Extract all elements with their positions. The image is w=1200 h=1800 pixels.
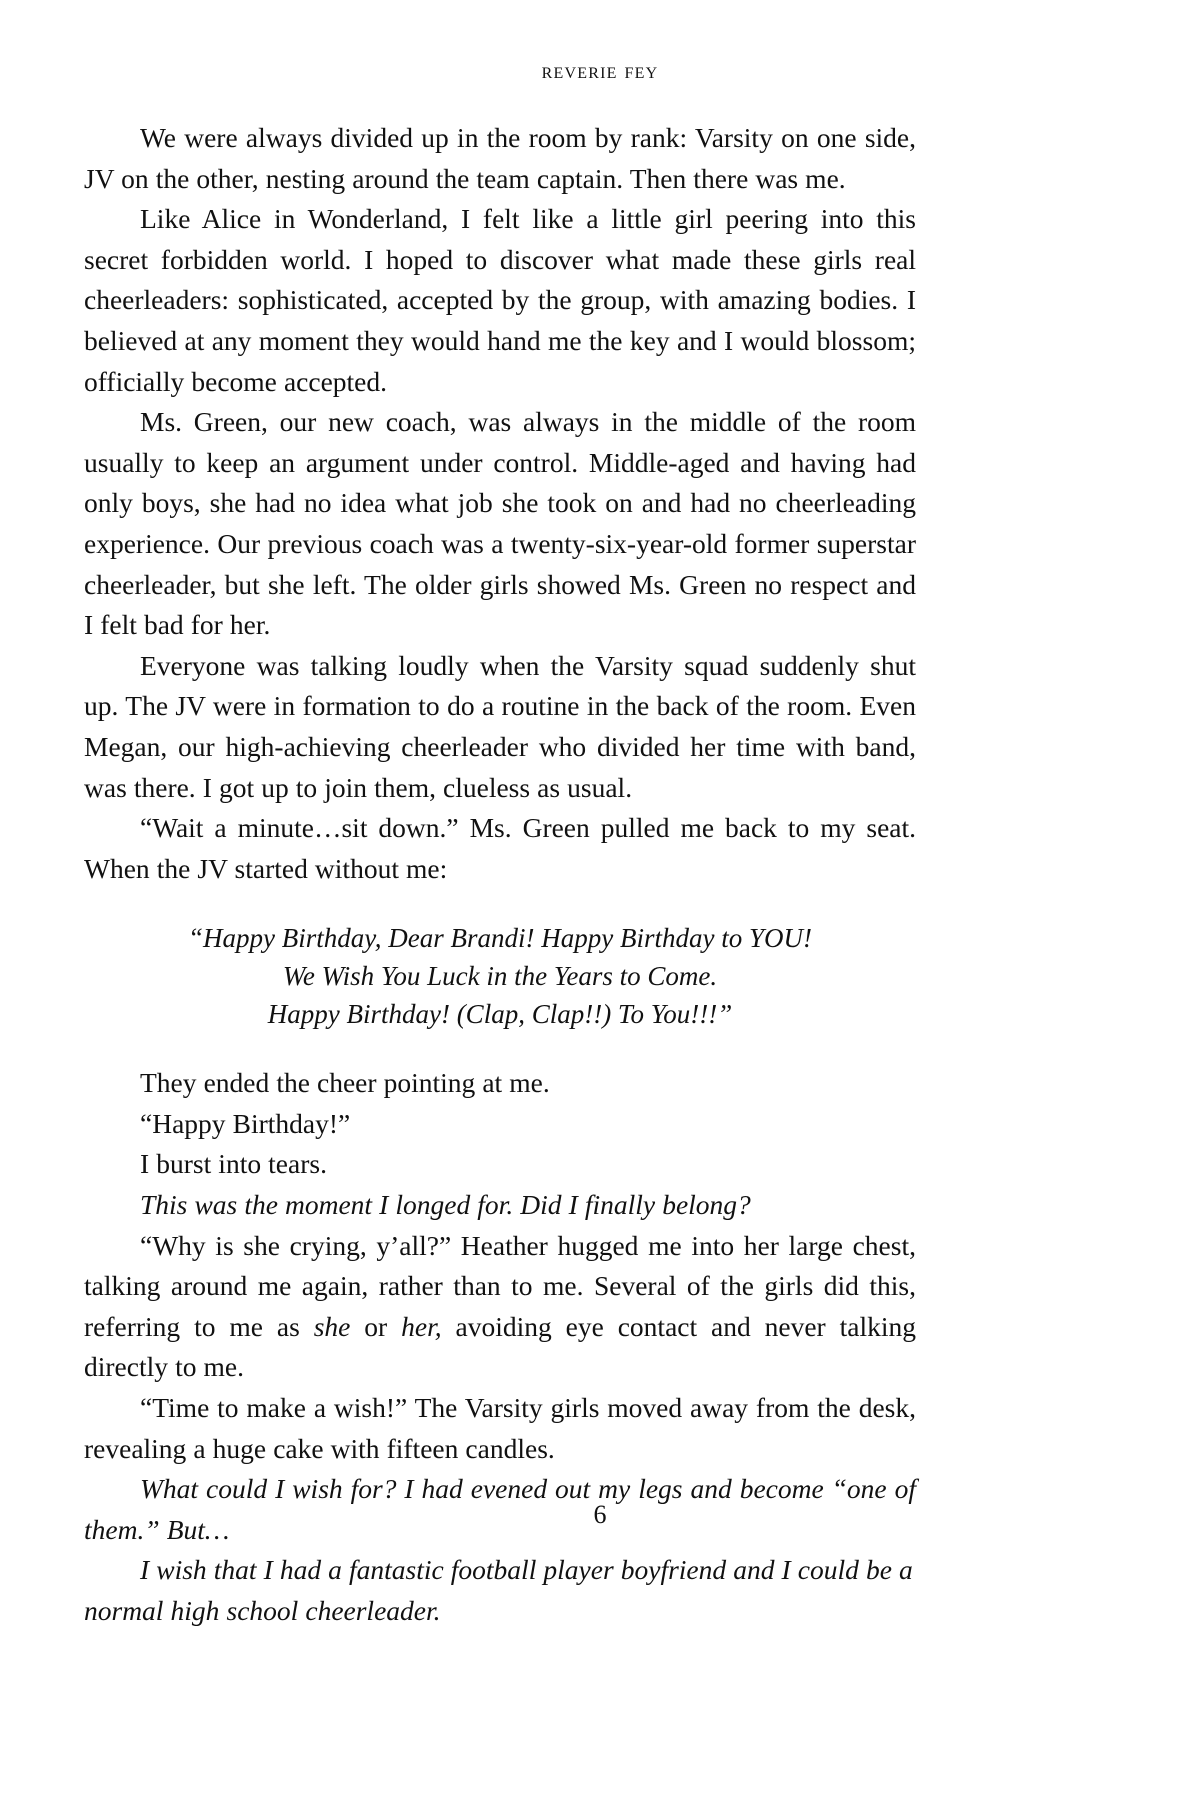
paragraph-10-italic-her: her,: [401, 1310, 442, 1342]
paragraph-3: Ms. Green, our new coach, was always in the middle of the room usually to keep an argument under control. Middle-aged and having had only boys, she had no idea what job she took on and had no cheerleading experience. Our previous coach was a twenty-six-year-old former superstar cheerleader, but she left. The older girls showed Ms. Green no respect and I felt bad for her.: [84, 406, 916, 641]
paragraph-2: Like Alice in Wonderland, I felt like a little girl peering into this secret forbidden world. I hoped to discover what made these girls real cheerleaders: sophisticated, accepted by the group, with amazing bodies. I believed at any moment they would hand me the key and I would blossom; officially become accepted.: [84, 203, 916, 397]
paragraph-1: We were always divided up in the room by rank: Varsity on one side, JV on the other, nesting around the team captain. Then there was me.: [84, 122, 916, 194]
verse-line-1: “Happy Birthday, Dear Brandi! Happy Birthday to YOU!: [188, 923, 812, 954]
paragraph-8: I burst into tears.: [140, 1148, 327, 1180]
body-text-block: [84, 118, 916, 1632]
paragraph-12: What could I wish for? I had evened out my legs and become “one of them.” But…: [84, 1473, 916, 1545]
paragraph-7: “Happy Birthday!”: [140, 1107, 351, 1139]
paragraph-9: This was the moment I longed for. Did I finally belong?: [140, 1189, 751, 1221]
verse-top-spacer: [84, 889, 916, 919]
paragraph-11: “Time to make a wish!” The Varsity girls moved away from the desk, revealing a huge cake with fifteen candles.: [84, 1392, 916, 1464]
running-head: reverie fey: [541, 58, 659, 83]
paragraph-10-text-after: avoiding eye contact and never talking directly to me.: [84, 1310, 916, 1383]
paragraph-5: “Wait a minute…sit down.” Ms. Green pulled me back to my seat. When the JV started without me:: [84, 812, 916, 884]
verse-line-3: Happy Birthday! (Clap, Clap!!) To You!!!”: [267, 999, 733, 1030]
paragraph-10: [84, 1226, 916, 1388]
verse-line-2: We Wish You Luck in the Years to Come.: [282, 961, 718, 992]
paragraph-13: I wish that I had a fantastic football player boyfriend and I could be a normal high school cheerleader.: [84, 1554, 913, 1626]
page-number: 6: [593, 1500, 607, 1529]
paragraph-10-text-before: “Why is she crying, y’all?” Heather hugged me into her large chest, talking around me again, rather than to me. Several of the girls did this, referring to me as: [84, 1229, 916, 1342]
paragraph-4: Everyone was talking loudly when the Varsity squad suddenly shut up. The JV were in formation to do a routine in the back of the room. Even Megan, our high-achieving cheerleader who divided her time with band, was there. I got up to join them, clueless as usual.: [84, 649, 916, 803]
verse-bottom-spacer: [84, 1033, 916, 1063]
paragraph-10-text-mid: or: [350, 1310, 402, 1342]
paragraph-6: They ended the cheer pointing at me.: [140, 1067, 550, 1099]
cheer-verse-block: [84, 889, 916, 1063]
paragraph-10-italic-she: she: [313, 1310, 351, 1342]
